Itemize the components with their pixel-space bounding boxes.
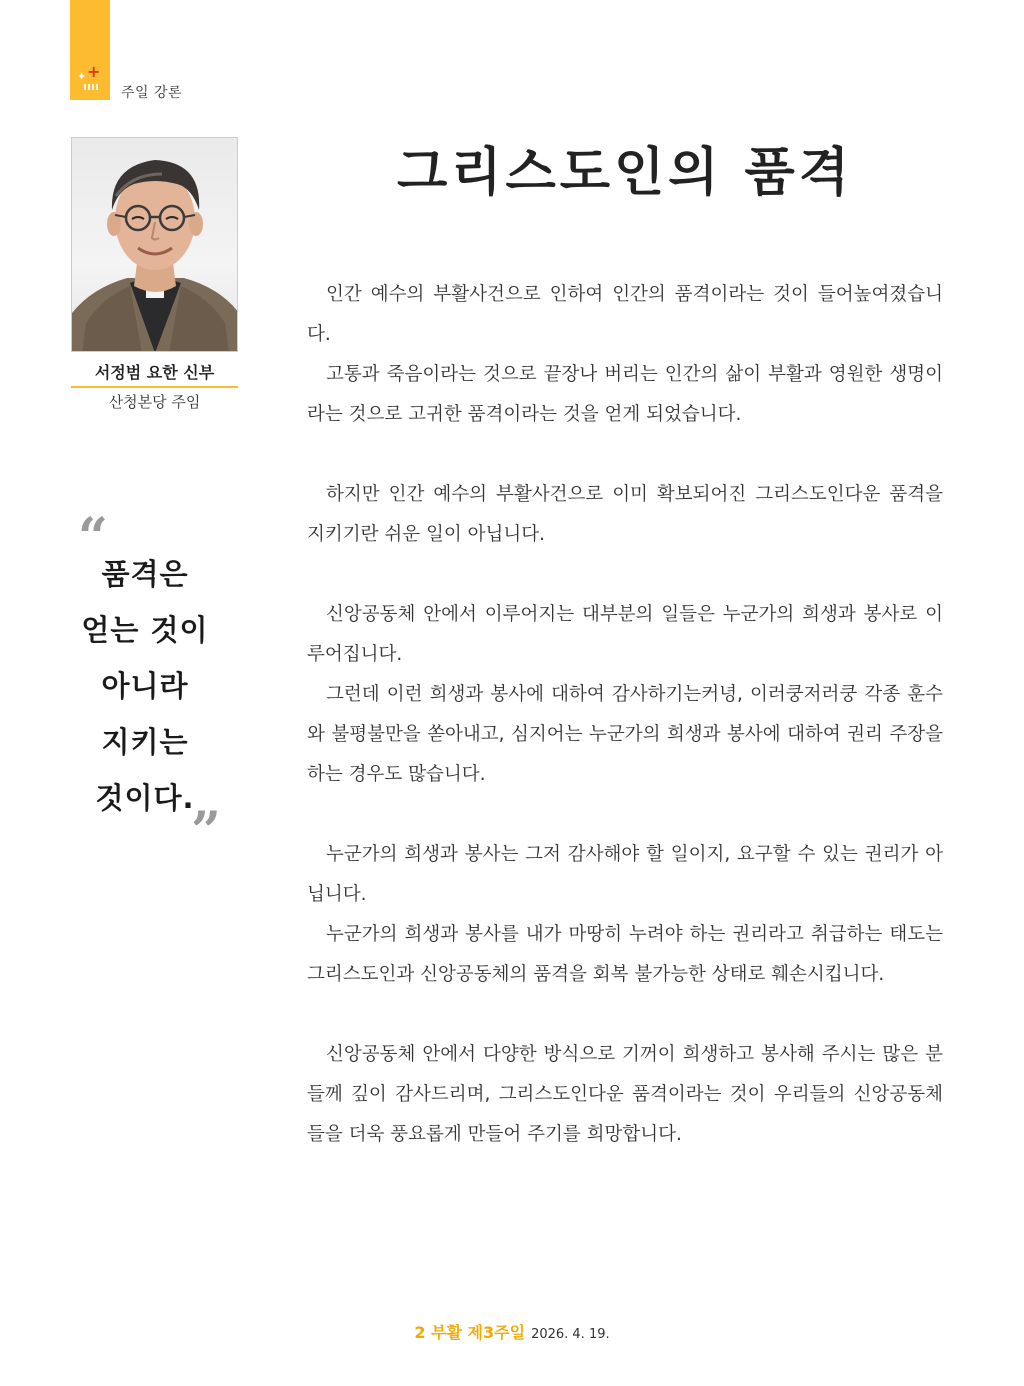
article-paragraph: 누군가의 희생과 봉사를 내가 마땅히 누려야 하는 권리라고 취급하는 태도는 그리스도인과 신앙공동체의 품격을 회복 불가능한 상태로 훼손시킵니다. <box>307 924 943 985</box>
article-paragraph: 신앙공동체 안에서 다양한 방식으로 기꺼이 희생하고 봉사해 주시는 많은 분들께 깊이 감사드리며, 그리스도인다운 품격이라는 것이 우리들의 신앙공동체들을 더욱 풍요롭게 만들어 주기를 희망합니다. <box>307 1044 943 1145</box>
footer-page-info: 2 부활 제3주일 <box>414 1323 526 1342</box>
pull-quote-line: 지키는 <box>101 725 189 759</box>
author-divider <box>71 386 238 388</box>
pull-quote-line: 아니라 <box>101 669 189 703</box>
paragraph-gap <box>307 555 943 595</box>
article-paragraph: 누군가의 희생과 봉사는 그저 감사해야 할 일이지, 요구할 수 있는 권리가 아닙니다. <box>307 844 943 905</box>
cross-candle-icon: + <box>87 62 101 81</box>
star-icon: ✦ <box>77 70 87 83</box>
article-title: 그리스도인의 품격 <box>397 143 853 203</box>
author-photo <box>71 137 238 352</box>
candle-bars-decoration <box>84 84 98 90</box>
article-paragraph: 인간 예수의 부활사건으로 인하여 인간의 품격이라는 것이 들어높여졌습니다. <box>307 284 943 345</box>
section-tab <box>70 0 110 100</box>
article-paragraph: 신앙공동체 안에서 이루어지는 대부분의 일들은 누군가의 희생과 봉사로 이루어집니다. <box>307 604 943 665</box>
pull-quote-line: 얻는 것이 <box>81 613 209 647</box>
article-paragraph: 그런데 이런 희생과 봉사에 대하여 감사하기는커녕, 이러쿵저러쿵 각종 훈수와 불평불만을 쏟아내고, 심지어는 누군가의 희생과 봉사에 대하여 권리 주장을 하는 경우도 많습니다. <box>307 684 943 785</box>
paragraph-gap <box>307 795 943 835</box>
author-name: 서정범 요한 신부 <box>94 363 215 382</box>
article-paragraph: 고통과 죽음이라는 것으로 끝장나 버리는 인간의 삶이 부활과 영원한 생명이라는 것으로 고귀한 품격이라는 것을 얻게 되었습니다. <box>307 364 943 425</box>
page-footer <box>0 1320 1024 1343</box>
article-paragraph: 하지만 인간 예수의 부활사건으로 이미 확보되어진 그리스도인다운 품격을 지키기란 쉬운 일이 아닙니다. <box>307 484 943 545</box>
pull-quote-line: 것이다. <box>95 781 195 815</box>
open-quote-icon: “ <box>78 507 108 568</box>
footer-date: 2026. 4. 19. <box>531 1327 610 1342</box>
paragraph-gap <box>307 435 943 475</box>
article-body <box>307 275 943 1155</box>
section-label: 주일 강론 <box>121 85 183 101</box>
pull-quote-line: 품격은 <box>101 557 189 591</box>
paragraph-gap <box>307 995 943 1035</box>
priest-portrait-illustration <box>72 138 238 352</box>
close-quote-icon: ” <box>191 801 221 862</box>
pull-quote <box>70 546 220 826</box>
author-role: 산청본당 주임 <box>108 393 201 411</box>
